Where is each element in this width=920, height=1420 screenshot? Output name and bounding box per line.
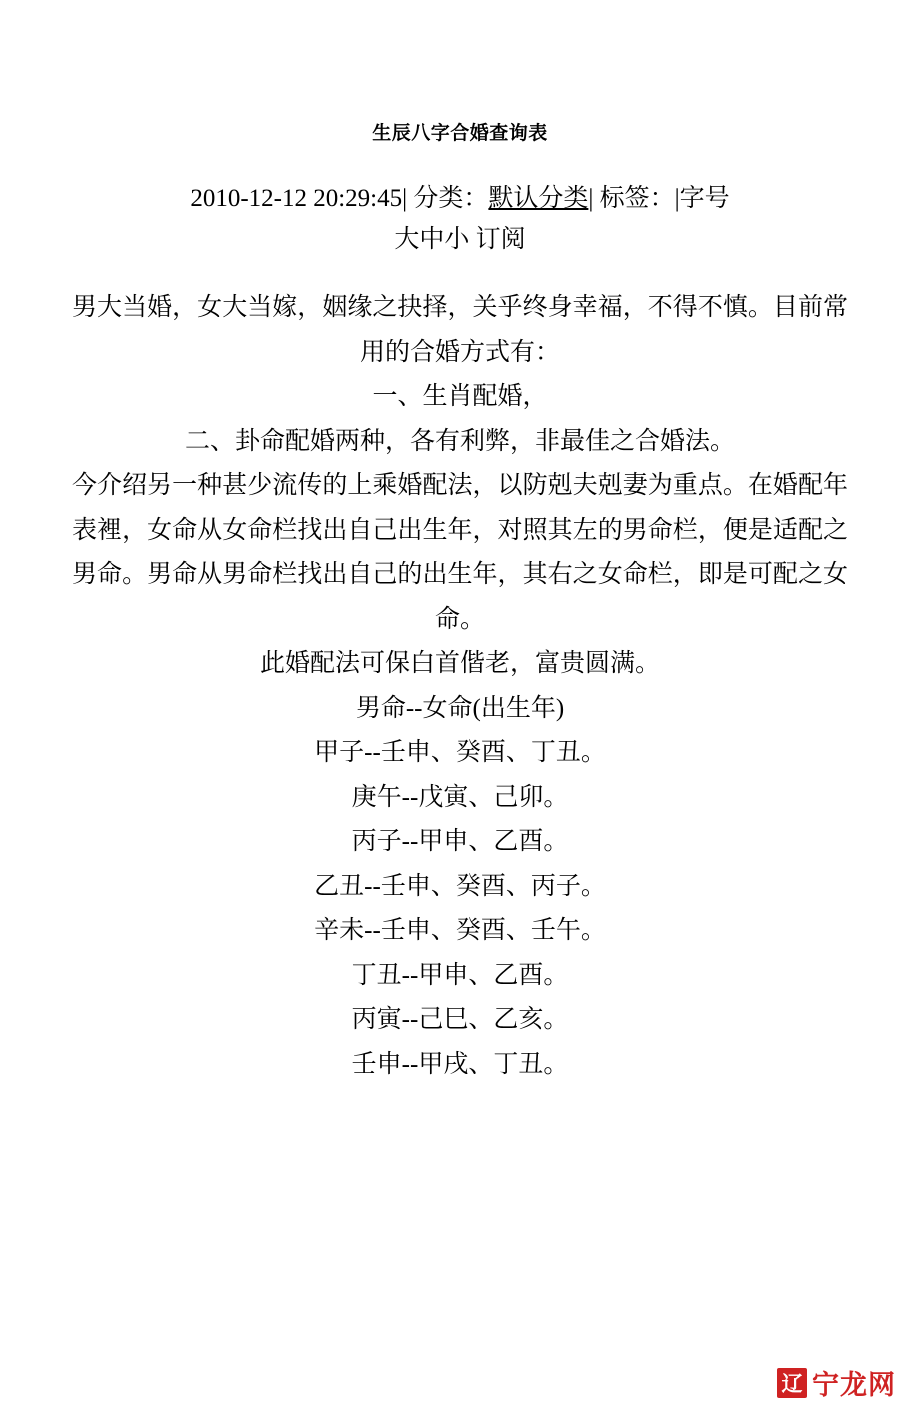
- list-item: 甲子--壬申、癸酉、丁丑。: [314, 739, 606, 766]
- meta-line-1: [72, 179, 848, 220]
- document-page: [0, 118, 920, 1420]
- list-item: 丙寅--己巳、乙亥。: [351, 1006, 569, 1033]
- document-meta: [72, 179, 848, 260]
- paragraph-1: 男大当婚，女大当嫁，姻缘之抉择，关乎终身幸福，不得不慎。目前常用的合婚方式有：: [72, 294, 848, 366]
- paragraph-6: 男命--女命(出生年): [355, 694, 565, 722]
- meta-datetime: 2010-12-12 20:29:45: [190, 185, 403, 212]
- meta-category-value[interactable]: 默认分类: [488, 185, 589, 212]
- meta-category-label: | 分类：: [402, 185, 489, 212]
- paragraph-3: 二、卦命配婚两种，各有利弊，非最佳之合婚法。: [184, 427, 735, 455]
- watermark-text: 宁龙网: [812, 1370, 896, 1400]
- paragraph-2: 一、生肖配婚，: [372, 383, 548, 410]
- list-item: 丙子--甲申、乙酉。: [351, 828, 569, 855]
- meta-tag-label: | 标签：: [588, 185, 675, 212]
- paragraph-5: 此婚配法可保白首偕老，富贵圆满。: [259, 650, 660, 677]
- list-item: 乙丑--壬申、癸酉、丙子。: [314, 872, 606, 900]
- watermark-badge-icon: 辽: [777, 1368, 807, 1398]
- meta-fontsize-label: |字号: [674, 185, 730, 212]
- watermark: [777, 1363, 896, 1402]
- list-item: 壬申--甲戌、丁丑。: [351, 1050, 569, 1078]
- list-item: 丁丑--甲申、乙酉。: [351, 961, 569, 989]
- document-body: [72, 286, 848, 1087]
- list-item: 庚午--戊寅、己卯。: [351, 783, 569, 811]
- page-title: 生辰八字合婚查询表: [372, 123, 548, 144]
- paragraph-4: 今介绍另一种甚少流传的上乘婚配法，以防剋夫剋妻为重点。在婚配年表裡，女命从女命栏找出自己出生年，对照其左的男命栏，便是适配之男命。男命从男命栏找出自己的出生年，其右之女命栏，即是可配之女命。: [72, 472, 848, 633]
- list-item: 辛未--壬申、癸酉、壬午。: [314, 917, 606, 944]
- meta-line-2[interactable]: 大中小 订阅: [394, 225, 526, 253]
